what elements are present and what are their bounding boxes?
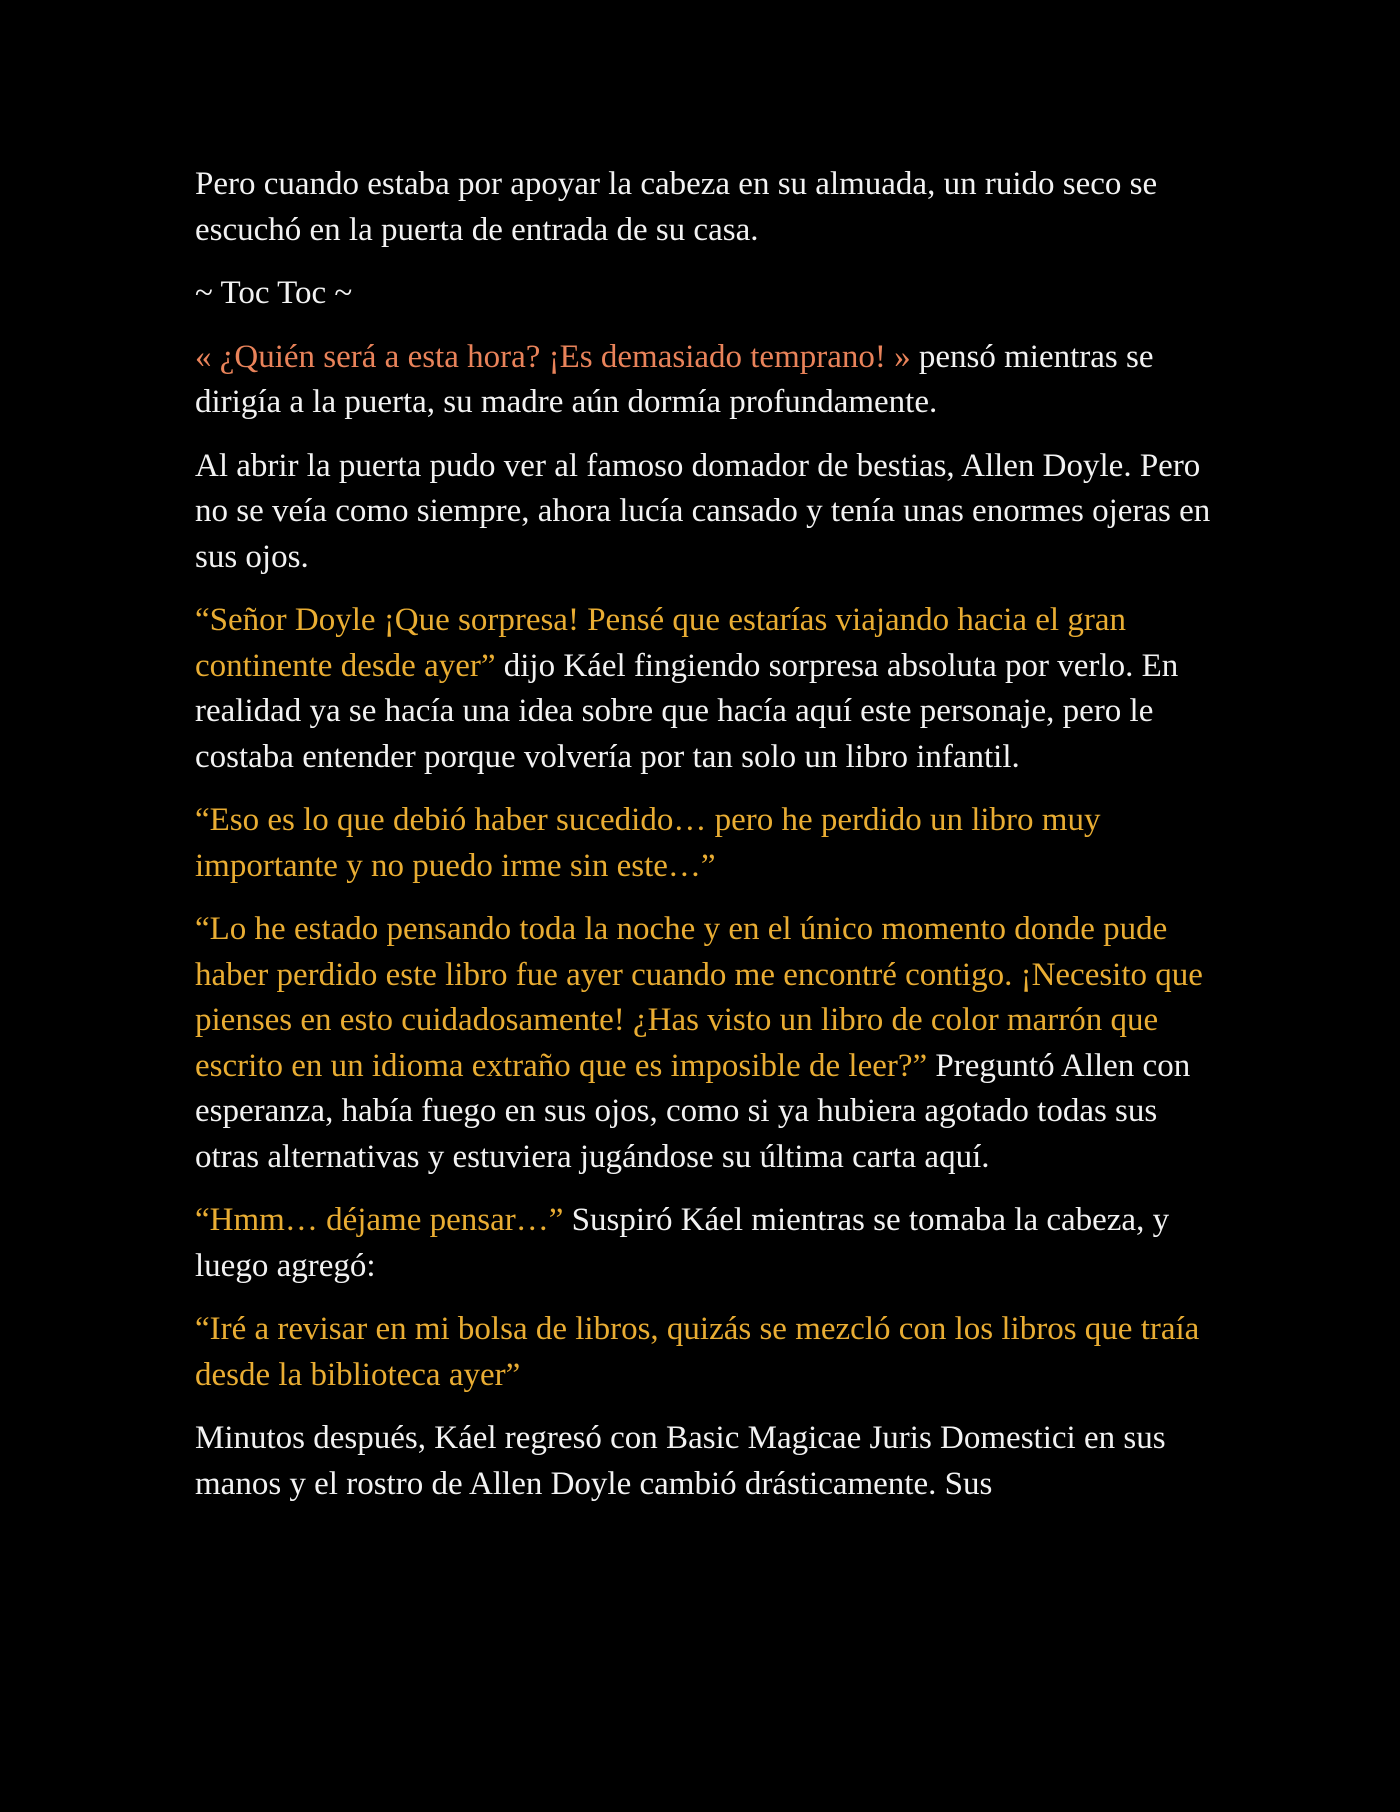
story-page bbox=[195, 162, 1215, 1525]
dialogue-text: “Iré a revisar en mi bolsa de libros, quizás se mezcló con los libros que traía desde la biblioteca ayer” bbox=[195, 1311, 1200, 1393]
paragraph-4 bbox=[195, 444, 1215, 581]
narration-text: Minutos después, Káel regresó con Basic Magicae Juris Domestici en sus manos y el rostro de Allen Doyle cambió drásticamente. Sus bbox=[195, 1420, 1166, 1502]
paragraph-7 bbox=[195, 907, 1215, 1180]
narration-text: pensó mientras se dirigía a la puerta, su madre aún dormía profundamente. bbox=[195, 338, 1154, 420]
narration-text: Pero cuando estaba por apoyar la cabeza en su almuada, un ruido seco se escuchó en la puerta de entrada de su casa. bbox=[195, 166, 1158, 248]
paragraph-6 bbox=[195, 798, 1215, 889]
narration-text: Preguntó Allen con esperanza, había fuego en sus ojos, como si ya hubiera agotado todas sus otras alternativas y estuviera jugándose su última carta aquí. bbox=[195, 1047, 1191, 1175]
paragraph-1 bbox=[195, 162, 1215, 253]
dialogue-text: “Hmm… déjame pensar…” bbox=[195, 1202, 564, 1238]
dialogue-text: “Eso es lo que debió haber sucedido… pero he perdido un libro muy importante y no puedo irme sin este…” bbox=[195, 802, 1101, 884]
dialogue-text: “Lo he estado pensando toda la noche y en el único momento donde pude haber perdido este libro fue ayer cuando me encontré contigo. ¡Necesito que pienses en esto cuidadosamente! ¿Has visto un libro de color marrón que escrito en un idioma extraño que es imposible de leer?” bbox=[195, 911, 1203, 1084]
paragraph-2 bbox=[195, 271, 1215, 317]
narration-text: dijo Káel fingiendo sorpresa absoluta por verlo. En realidad ya se hacía una idea sobre que hacía aquí este personaje, pero le costaba entender porque volvería por tan solo un libro infantil. bbox=[195, 647, 1179, 775]
paragraph-9 bbox=[195, 1307, 1215, 1398]
paragraph-3 bbox=[195, 335, 1215, 426]
sound-effect-text: ~ Toc Toc ~ bbox=[195, 275, 353, 311]
narration-text: Al abrir la puerta pudo ver al famoso domador de bestias, Allen Doyle. Pero no se veía como siempre, ahora lucía cansado y tenía unas enormes ojeras en sus ojos. bbox=[195, 447, 1211, 575]
paragraph-5 bbox=[195, 598, 1215, 780]
paragraph-8 bbox=[195, 1198, 1215, 1289]
paragraph-10 bbox=[195, 1416, 1215, 1507]
dialogue-text: “Señor Doyle ¡Que sorpresa! Pensé que estarías viajando hacia el gran continente desde ayer” bbox=[195, 602, 1126, 684]
thought-text: « ¿Quién será a esta hora? ¡Es demasiado temprano! » bbox=[195, 338, 911, 375]
narration-text: Suspiró Káel mientras se tomaba la cabeza, y luego agregó: bbox=[195, 1202, 1170, 1284]
